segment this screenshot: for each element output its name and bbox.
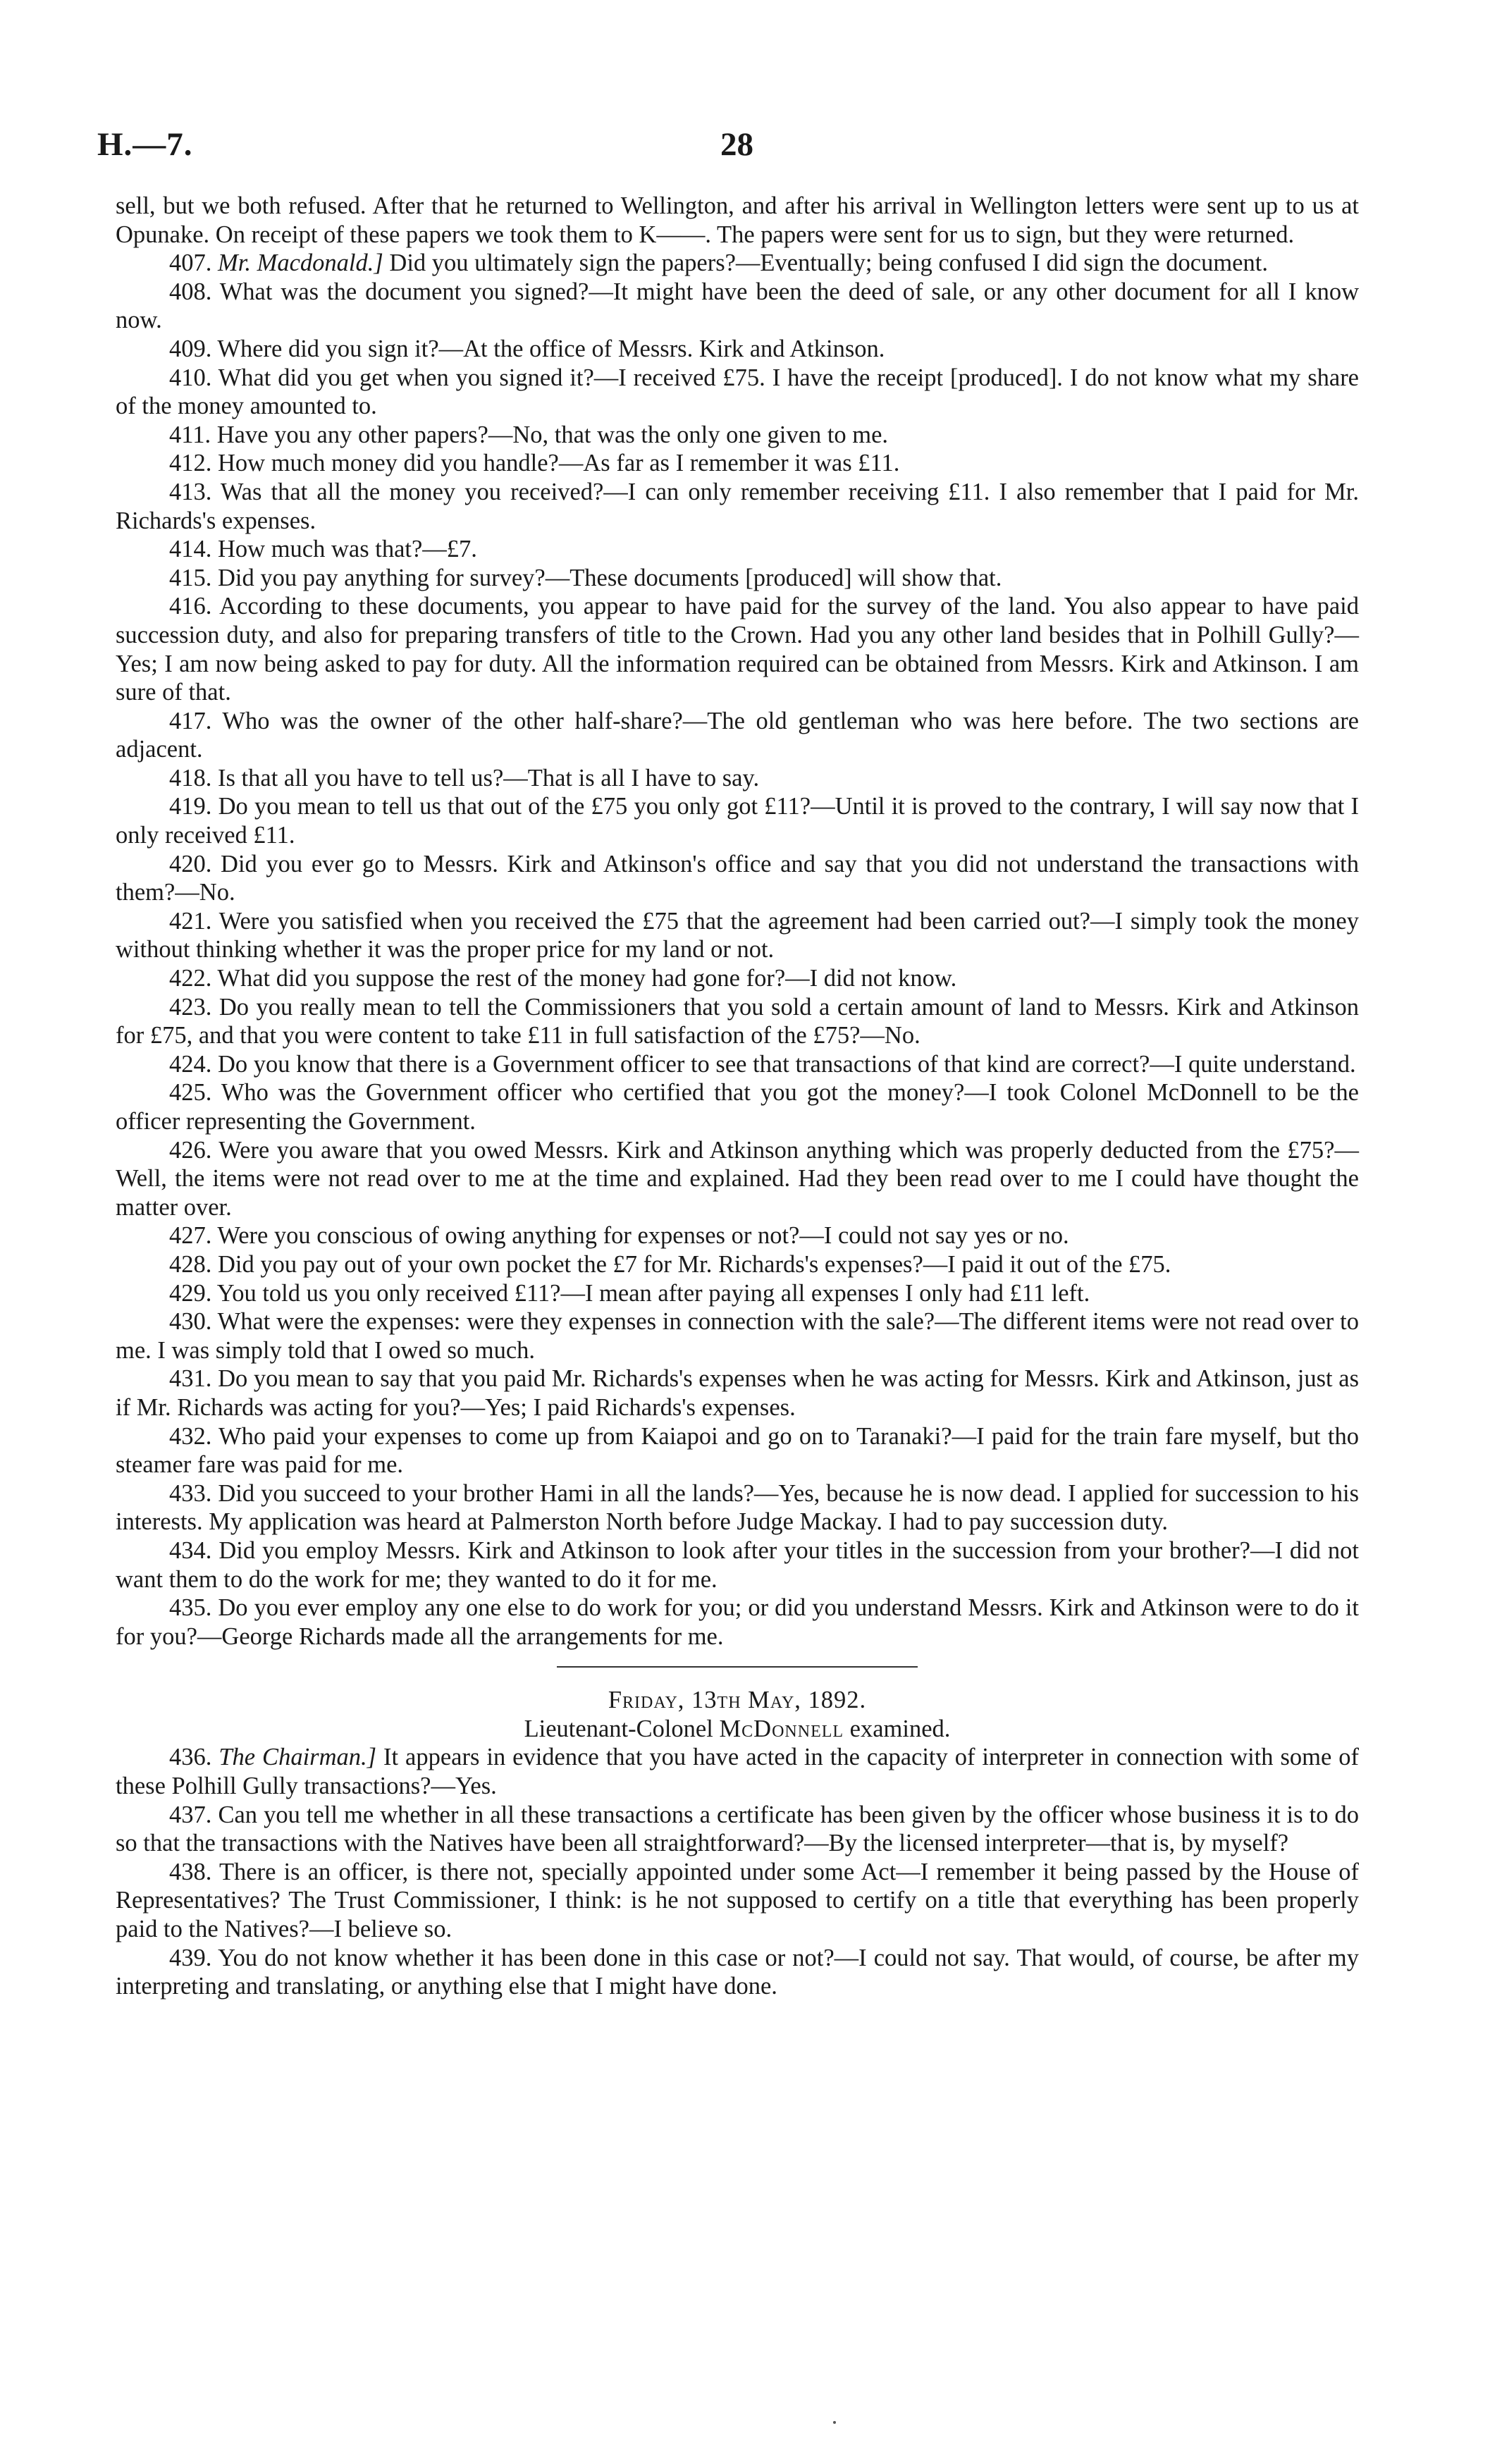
question-paragraph — [116, 764, 1359, 793]
question-number: 420. — [169, 850, 212, 877]
question-text: Do you mean to tell us that out of the £75 you only got £11?—Until it is proved to the contrary, I will say now that I only received £11. — [116, 793, 1360, 849]
question-text: Were you aware that you owed Messrs. Kirk and Atkinson anything which was properly deducted from the £75?—Well, the items were not read over to me at the time and explained. Had they been read over to me I could have thought the matter over. — [116, 1136, 1359, 1221]
question-paragraph — [116, 850, 1359, 907]
question-text: How much was that?—£7. — [218, 536, 477, 563]
section-divider — [557, 1666, 918, 1668]
question-paragraph — [116, 1221, 1359, 1250]
question-paragraph — [116, 1422, 1359, 1479]
question-list — [116, 249, 1359, 1651]
question-paragraph — [116, 1858, 1359, 1944]
question-text: Did you ultimately sign the papers?—Eventually; being confused I did sign the document. — [383, 250, 1268, 277]
question-text: There is an officer, is there not, specially appointed under some Act—I remember it being passed by the House of Representatives? The Trust Commissioner, I think: is he not supposed to certify on a title that everything has been properly paid to the Natives?—I believe so. — [116, 1858, 1359, 1943]
question-number: 429. — [169, 1279, 212, 1307]
question-text: Do you mean to say that you paid Mr. Richards's expenses when he was acting for Messrs. Kirk and Atkinson, just as if Mr. Richards was acting for you?—Yes; I paid Richards's expenses. — [116, 1365, 1359, 1421]
session-date: Friday, 13th May, 1892. — [608, 1687, 867, 1714]
question-paragraph — [116, 1594, 1359, 1651]
question-text: Did you succeed to your brother Hami in all the lands?—Yes, because he is now dead. I applied for succession to his interests. My application was heard at Palmerston North before Judge Mackay. I had to pay succession duty. — [116, 1479, 1360, 1536]
question-paragraph — [116, 993, 1359, 1050]
question-number: 438. — [169, 1858, 212, 1885]
question-number: 433. — [169, 1479, 212, 1507]
question-paragraph — [116, 278, 1359, 335]
question-text: Did you ever go to Messrs. Kirk and Atkinson's office and say that you did not understand the transactions with them?—No. — [116, 850, 1360, 906]
question-number: 436. — [169, 1744, 212, 1771]
question-paragraph — [116, 1279, 1359, 1308]
question-number: 419. — [169, 793, 212, 820]
witness-suffix: examined. — [844, 1715, 951, 1742]
question-number: 430. — [169, 1308, 212, 1336]
question-number: 437. — [169, 1801, 212, 1828]
question-paragraph — [116, 1365, 1359, 1422]
page-mark — [833, 2421, 836, 2424]
question-paragraph — [116, 364, 1359, 421]
document-body — [116, 192, 1359, 2001]
question-paragraph — [116, 335, 1359, 364]
question-number: 423. — [169, 993, 212, 1021]
question-paragraph — [116, 707, 1359, 764]
question-number: 416. — [169, 593, 212, 620]
question-number: 428. — [169, 1250, 212, 1278]
question-text: Did you pay anything for survey?—These documents [produced] will show that. — [218, 564, 1002, 591]
question-paragraph — [116, 564, 1359, 593]
question-text: Did you pay out of your own pocket the £7 for Mr. Richards's expenses?—I paid it out of the £75. — [218, 1250, 1171, 1278]
question-number: 407. — [169, 250, 212, 277]
question-number: 411. — [169, 421, 211, 448]
question-text: What was the document you signed?—It might have been the deed of sale, or any other document for all I know now. — [116, 278, 1359, 334]
question-list — [116, 1743, 1359, 2000]
question-text: You do not know whether it has been done in this case or not?—I could not say. That would, of course, be after my interpreting and translating, or anything else that I might have done. — [116, 1944, 1359, 2000]
question-number: 409. — [169, 335, 212, 362]
question-text: Was that all the money you received?—I can only remember receiving £11. I also remember that I paid for Mr. Richards's expenses. — [116, 478, 1359, 534]
question-paragraph — [116, 1250, 1359, 1279]
question-text: What did you get when you signed it?—I received £75. I have the receipt [produced]. I do not know what my share of the money amounted to. — [116, 364, 1359, 420]
opening-paragraph: sell, but we both refused. After that he returned to Wellington, and after his arrival in Wellington letters were sent up to us at Opunake. On receipt of these papers we took them to K——. The papers were sent for us to sign, but they were returned. — [116, 192, 1359, 248]
question-paragraph — [116, 535, 1359, 564]
question-text: Who was the owner of the other half-share?—The old gentleman who was here before. The two sections are adjacent. — [116, 707, 1359, 763]
witness-name: McDonnell — [719, 1715, 844, 1742]
question-paragraph — [116, 1944, 1359, 2001]
question-paragraph — [116, 592, 1359, 706]
question-text: Do you know that there is a Government officer to see that transactions of that kind are correct?—I quite understand. — [218, 1050, 1356, 1078]
witness-heading — [116, 1715, 1359, 1744]
question-paragraph — [116, 1307, 1359, 1365]
question-text: Do you really mean to tell the Commissioners that you sold a certain amount of land to Messrs. Kirk and Atkinson for £75, and that you were content to take £11 in full satisfaction of the £75?—No. — [116, 993, 1360, 1049]
question-number: 421. — [169, 907, 212, 935]
question-number: 408. — [169, 278, 212, 305]
question-text: Were you satisfied when you received the £75 that the agreement had been carried out?—I simply took the money without thinking whether it was the proper price for my land or not. — [116, 907, 1359, 963]
question-text: Were you conscious of owing anything for expenses or not?—I could not say yes or no. — [217, 1222, 1069, 1250]
question-paragraph — [116, 1078, 1359, 1135]
question-text: How much money did you handle?—As far as I remember it was £11. — [218, 450, 900, 477]
question-paragraph — [116, 478, 1359, 535]
question-text: Did you employ Messrs. Kirk and Atkinson to look after your titles in the succession from your brother?—I did not want them to do the work for me; they wanted to do it for me. — [116, 1536, 1359, 1593]
question-paragraph — [116, 907, 1359, 964]
question-paragraph — [116, 1136, 1359, 1222]
question-number: 410. — [169, 364, 212, 391]
question-text: It appears in evidence that you have acted in the capacity of interpreter in connection with some of these Polhill Gully transactions?—Yes. — [116, 1744, 1359, 1800]
question-number: 426. — [169, 1136, 212, 1164]
question-text: Have you any other papers?—No, that was the only one given to me. — [216, 421, 889, 448]
question-number: 422. — [169, 965, 212, 992]
question-text: Can you tell me whether in all these transactions a certificate has been given by the officer whose business it is to do so that the transactions with the Natives have been all straightforward?—By the licensed interpreter—that is, by myself? — [116, 1801, 1360, 1857]
question-text: According to these documents, you appear to have paid for the survey of the land. You also appear to have paid succession duty, and also for preparing transfers of title to the Crown. Had you any other land besides that in Polhill Gully?—Yes; I am now being asked to pay for duty. All the information required can be obtained from Messrs. Kirk and Atkinson. I am sure of that. — [116, 593, 1359, 706]
question-paragraph — [116, 1050, 1359, 1079]
question-number: 414. — [169, 536, 212, 563]
witness-prefix: Lieutenant-Colonel — [524, 1715, 720, 1742]
question-number: 434. — [169, 1536, 212, 1564]
question-paragraph — [116, 421, 1359, 450]
question-paragraph — [116, 1743, 1359, 1800]
question-text: What did you suppose the rest of the money had gone for?—I did not know. — [217, 965, 957, 992]
question-number: 427. — [169, 1222, 212, 1250]
question-text: You told us you only received £11?—I mean after paying all expenses I only had £11 left. — [216, 1279, 1090, 1307]
question-paragraph — [116, 792, 1359, 849]
question-text: Do you ever employ any one else to do work for you; or did you understand Messrs. Kirk and Atkinson were to do it for you?—George Richards made all the arrangements for me. — [116, 1594, 1359, 1650]
question-number: 424. — [169, 1050, 212, 1078]
question-text: Who paid your expenses to come up from Kaiapoi and go on to Taranaki?—I paid for the train fare myself, but tho steamer fare was paid for me. — [116, 1422, 1359, 1479]
question-number: 425. — [169, 1079, 212, 1107]
question-paragraph — [116, 1536, 1359, 1594]
question-paragraph — [116, 964, 1359, 993]
question-number: 418. — [169, 764, 212, 791]
question-text: Where did you sign it?—At the office of Messrs. Kirk and Atkinson. — [217, 335, 885, 362]
question-paragraph — [116, 1479, 1359, 1536]
question-paragraph — [116, 249, 1359, 278]
question-text: Is that all you have to tell us?—That is all I have to say. — [218, 764, 760, 791]
speaker-label: Mr. Macdonald.] — [218, 250, 383, 277]
speaker-label: The Chairman.] — [218, 1744, 377, 1771]
question-number: 432. — [169, 1422, 212, 1450]
question-number: 431. — [169, 1365, 212, 1393]
question-text: Who was the Government officer who certified that you got the money?—I took Colonel McDonnell to be the officer representing the Government. — [116, 1079, 1359, 1135]
question-paragraph — [116, 449, 1359, 478]
report-code: H.—7. — [97, 126, 193, 163]
question-paragraph — [116, 1801, 1359, 1858]
question-number: 413. — [169, 478, 212, 505]
page-number: 28 — [720, 126, 753, 163]
question-number: 439. — [169, 1944, 212, 1971]
question-number: 415. — [169, 564, 212, 591]
question-number: 412. — [169, 450, 212, 477]
question-number: 435. — [169, 1594, 212, 1622]
question-number: 417. — [169, 707, 212, 734]
question-text: What were the expenses: were they expenses in connection with the sale?—The different items were not read over to me. I was simply told that I owed so much. — [116, 1308, 1359, 1364]
